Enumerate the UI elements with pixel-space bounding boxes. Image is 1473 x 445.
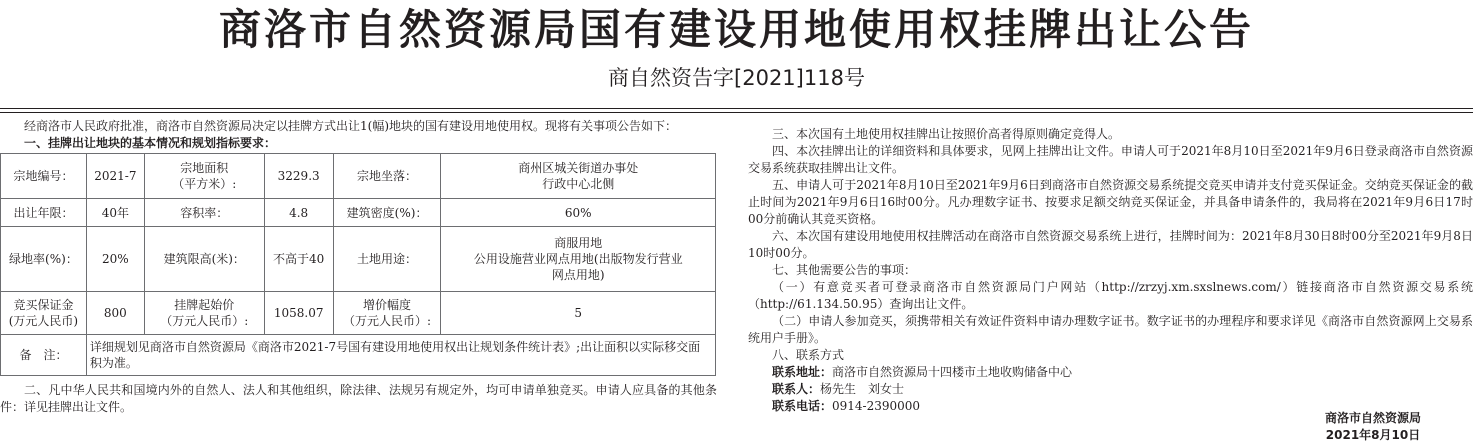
land-use-label: 土地用途： <box>333 227 441 292</box>
height-label: 建筑限高(米)： <box>144 227 264 292</box>
signature-block <box>1303 410 1443 444</box>
section-2-paragraph: 二、凡中华人民共和国境内外的自然人、法人和其他组织，除法律、法规另有规定外，均可申请单独竞买。申请人应具备的其他条件：详见挂牌出让文件。 <box>0 383 717 414</box>
increment-value: 5 <box>441 292 716 335</box>
table-row <box>1 199 716 227</box>
far-label: 容积率： <box>144 199 264 227</box>
page-title: 商洛市自然资源局国有建设用地使用权挂牌出让公告 <box>218 5 1254 54</box>
intro-paragraph: 经商洛市人民政府批准，商洛市自然资源局决定以挂牌方式出让1(幅)地块的国有建设用地使用权。现将有关事项公告如下： <box>24 119 678 133</box>
top-divider-thin <box>0 112 1473 113</box>
table-row <box>1 292 716 335</box>
contact-address: 联系地址：商洛市自然资源局十四楼市土地收购储备中心 <box>772 365 1073 379</box>
contact-phone: 联系电话：0914-2390000 <box>772 399 921 413</box>
land-use-value: 商服用地 公用设施营业网点用地(出版物发行营业 网点用地) <box>441 227 716 292</box>
section-7-item-2: （二）申请人参加竞买，须携带相关有效证件资料申请办理数字证书。数字证书的办理程序和要求详见《商洛市自然资源网上交易系统用户手册》。 <box>748 314 1473 345</box>
table-row <box>1 335 716 376</box>
section-8-title: 八、联系方式 <box>772 348 845 362</box>
section-4-paragraph: 四、本次挂牌出让的详细资料和具体要求，见网上挂牌出让文件。申请人可于2021年8月10日至2021年9月6日登录商洛市自然资源交易系统获取挂牌出让文件。 <box>748 144 1473 175</box>
start-price-label: 挂牌起始价 （万元人民币）: <box>144 292 264 335</box>
table-row <box>1 227 716 292</box>
location-label: 宗地坐落： <box>333 154 441 199</box>
signature-org: 商洛市自然资源局 <box>1324 411 1421 425</box>
term-value: 40年 <box>86 199 144 227</box>
term-label: 出让年限： <box>1 199 87 227</box>
area-label: 宗地面积 （平方米）: <box>144 154 264 199</box>
contact-person: 联系人：杨先生 刘女士 <box>772 382 905 396</box>
remark-value: 详细规划见商洛市自然资源局《商洛市2021-7号国有建设用地使用权出让规划条件统计表》;出让面积以实际移交面积为准。 <box>86 335 715 376</box>
document-number: 商自然资告字[2021]118号 <box>608 66 865 90</box>
parcel-info-table <box>0 153 716 376</box>
section-1-title: 一、挂牌出让地块的基本情况和规划指标要求： <box>24 136 277 150</box>
top-divider <box>0 108 1473 109</box>
location-value: 商州区城关街道办事处 行政中心北侧 <box>441 154 716 199</box>
parcel-no-label: 宗地编号： <box>1 154 87 199</box>
section-3-paragraph: 三、本次国有土地使用权挂牌出让按照价高者得原则确定竞得人。 <box>772 127 1121 141</box>
left-column <box>0 118 717 416</box>
table-row <box>1 154 716 199</box>
deposit-value: 800 <box>86 292 144 335</box>
section-6-paragraph: 六、本次国有建设用地使用权挂牌活动在商洛市自然资源交易系统上进行，挂牌时间为：2021年8月30日8时00分至2021年9月8日10时00分。 <box>748 229 1473 260</box>
parcel-no-value: 2021-7 <box>86 154 144 199</box>
section-7-item-1: （一）有意竞买者可登录商洛市自然资源局门户网站（http://zrzyj.xm.sxslnews.com/）链接商洛市自然资源交易系统（http://61.134.50.95）查询出让文件。 <box>748 280 1473 311</box>
remark-label: 备 注： <box>1 335 87 376</box>
section-7-title: 七、其他需要公告的事项： <box>772 263 917 277</box>
height-value: 不高于40 <box>264 227 333 292</box>
signature-date: 2021年8月10日 <box>1325 428 1421 442</box>
right-column <box>748 126 1473 415</box>
increment-label: 增价幅度 （万元人民币）: <box>333 292 441 335</box>
green-value: 20% <box>86 227 144 292</box>
far-value: 4.8 <box>264 199 333 227</box>
green-label: 绿地率(%)： <box>1 227 87 292</box>
deposit-label: 竞买保证金 (万元人民币) <box>1 292 87 335</box>
start-price-value: 1058.07 <box>264 292 333 335</box>
density-value: 60% <box>441 199 716 227</box>
area-value: 3229.3 <box>264 154 333 199</box>
section-5-paragraph: 五、申请人可于2021年8月10日至2021年9月6日到商洛市自然资源交易系统提交竞买申请并支付竞买保证金。交纳竞买保证金的截止时间为2021年9月6日16时00分。凡办理数字证书、按要求足额交纳竞买保证金，并具备申请条件的，我局将在2021年9月6日17时00分前确认其竞买资格。 <box>748 178 1473 226</box>
density-label: 建筑密度(%)： <box>333 199 441 227</box>
